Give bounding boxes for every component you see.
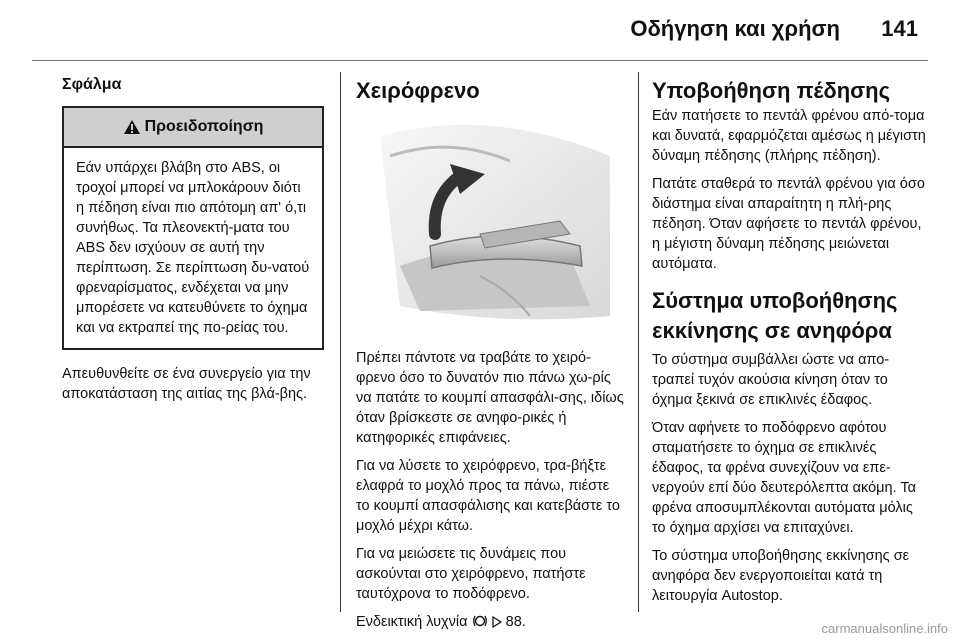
fault-heading: Σφάλμα <box>62 76 122 93</box>
header-title: Οδήγηση και χρήση <box>630 16 840 41</box>
handbrake-illustration <box>360 116 620 326</box>
brake-assist-paragraph-2: Πατάτε σταθερά το πεντάλ φρένου για όσο διάστημα είναι απαραίτητη η πλή-ρης πέδηση. Όταν αφήσετε το πεντάλ φρένου, η μέγιστη δύναμη πέδησης μειώνεται αυτόματα. <box>652 176 925 272</box>
handbrake-paragraph-3: Για να μειώσετε τις δυνάμεις που ασκούνται στο χειρόφρενο, πατήστε ταυτόχρονα το ποδόφρενο. <box>356 546 586 602</box>
brake-warning-icon <box>472 614 488 634</box>
column-right <box>652 68 930 614</box>
handbrake-heading: Χειρόφρενο <box>356 78 480 103</box>
column-middle <box>356 68 624 642</box>
warning-header <box>64 108 322 148</box>
column-divider <box>340 72 341 612</box>
column-left <box>62 68 324 412</box>
fault-paragraph: Απευθυνθείτε σε ένα συνεργείο για την αποκατάσταση της αιτίας της βλά-βης. <box>62 366 311 402</box>
hill-start-heading <box>652 286 930 346</box>
page-reference-arrow-icon <box>492 614 502 634</box>
watermark: carmanualsonline.info <box>821 621 948 636</box>
indicator-prefix: Ενδεικτική λυχνία <box>356 614 468 630</box>
hill-start-paragraph-3: Το σύστημα υποβοήθησης εκκίνησης σε ανηφόρα δεν ενεργοποιείται κατά τη λειτουργία Autostop. <box>652 548 910 604</box>
page-number: 141 <box>881 16 918 41</box>
handbrake-paragraph-2: Για να λύσετε το χειρόφρενο, τρα-βήξτε ελαφρά το μοχλό προς τα πάνω, πιέστε το κουμπί απασφάλισης και κατεβάστε το μοχλό μέχρι κάτω. <box>356 458 620 534</box>
warning-text: Εάν υπάρχει βλάβη στο ABS, οι τροχοί μπορεί να μπλοκάρουν διότι η πέδηση είναι πιο απότομη απ' ό,τι συνήθως. Τα πλεονεκτή-ματα του ABS δεν ισχύουν σε αυτή την περίπτωση. Σε περίπτωση δυ-νατού φρεναρίσματος, ενδέχεται να μην μπορέσετε να κατευθύνετε το όχημα και να εκτραπεί της πο-ρείας του. <box>76 160 310 336</box>
warning-title: Προειδοποίηση <box>144 118 264 135</box>
handbrake-paragraph-1: Πρέπει πάντοτε να τραβάτε το χειρό-φρενο όσο το δυνατόν πιο πάνω χω-ρίς να πατάτε το κουμπί απασφάλι-σης, ιδίως όταν βρίσκεστε σε ανηφο-ρικές ή κατηφορικές επιφάνειες. <box>356 350 624 446</box>
hill-start-paragraph-2: Όταν αφήνετε το ποδόφρενο αφότου σταματήσετε το όχημα σε επικλινές έδαφος, τα φρένα συνεχίζουν να επε-νεργούν επί δύο δευτερόλεπτα ακόμη. Τα φρένα αποσυμπλέκονται αυτόματα μόλις το όχημα αρχίσει να επιταχύνει. <box>652 420 917 536</box>
hill-start-heading-line2: εκκίνησης σε ανηφόρα <box>652 318 892 343</box>
hill-start-paragraph-1: Το σύστημα συμβάλλει ώστε να απο-τραπεί τυχόν ακούσια κίνηση όταν το όχημα ξεκινά σε επικλινές έδαφος. <box>652 352 890 408</box>
brake-assist-paragraph-1: Εάν πατήσετε το πεντάλ φρένου από-τομα και δυνατά, εφαρμόζεται αμέσως η μέγιστη δύναμη πέδησης (πλήρης πέδηση). <box>652 108 926 164</box>
hill-start-heading-line1: Σύστημα υποβοήθησης <box>652 288 898 313</box>
indicator-reference <box>356 612 624 634</box>
warning-box <box>62 106 324 350</box>
column-divider <box>638 72 639 612</box>
brake-assist-heading: Υποβοήθηση πέδησης <box>652 78 891 103</box>
page-header <box>0 0 960 62</box>
indicator-page-ref: 88. <box>505 614 526 630</box>
header-rule <box>32 60 928 61</box>
warning-triangle-icon <box>123 119 141 135</box>
